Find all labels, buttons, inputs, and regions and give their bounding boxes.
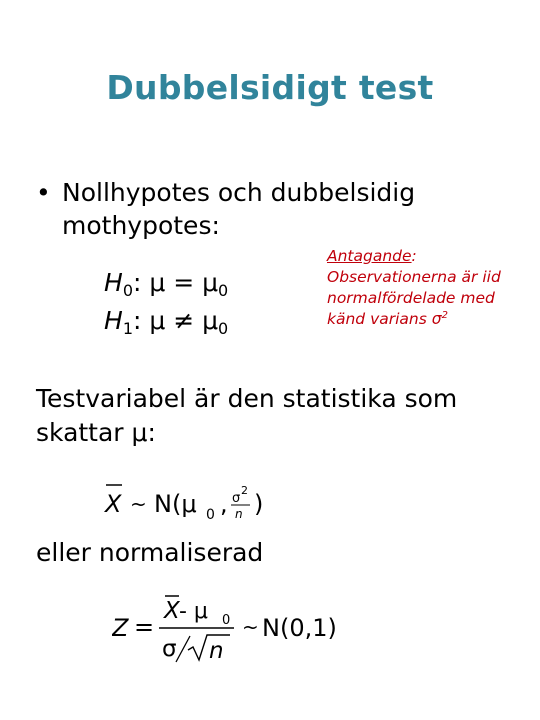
formula-sample-mean (102, 478, 302, 528)
formula2-result: N(0,1) (262, 614, 337, 642)
assumption-body: Observationerna är iid normalfördelade med känd varians σ (327, 268, 501, 328)
paragraph-normalised: eller normaliserad (36, 538, 264, 567)
assumption-note (327, 246, 527, 330)
paragraph-test-statistic: Testvariabel är den statistika som skattar μ: (36, 384, 458, 447)
sigma-squared-den: n (235, 507, 243, 521)
numerator-x: X (164, 598, 180, 624)
h1-rest: : μ ≠ μ (133, 306, 219, 335)
h1-letter: H (104, 306, 123, 335)
h1-sub: 1 (122, 319, 133, 338)
formula2-z: Z (112, 614, 129, 642)
xbar-letter: X (105, 490, 122, 518)
h1-rest-sub: 0 (218, 319, 229, 338)
hypothesis-h1 (104, 306, 228, 336)
formula1-n-open: N(μ (154, 490, 197, 518)
page-title: Dubbelsidigt test (106, 68, 434, 107)
denominator-sigma: σ (162, 636, 177, 662)
sigma-squared-num: σ (232, 491, 241, 506)
denominator-n: n (209, 638, 224, 664)
h0-letter: H (104, 268, 123, 297)
sigma-squared-sup: 2 (241, 484, 248, 497)
numerator-minus-mu: - μ (179, 599, 208, 624)
numerator-mu-sub: 0 (222, 613, 231, 628)
h0-sub: 0 (122, 281, 133, 300)
hypothesis-h0 (104, 268, 228, 298)
assumption-heading: Antagande (327, 247, 412, 265)
formula1-close: ) (254, 490, 264, 518)
bullet-text: Nollhypotes och dubbelsidig mothypotes: (62, 178, 416, 240)
formula-standardised (112, 590, 352, 670)
formula2-tilde: ~ (242, 615, 259, 639)
assumption-body-sup: 2 (441, 310, 448, 321)
formula1-comma: , (220, 490, 228, 518)
assumption-colon: : (411, 247, 417, 265)
formula2-equals: = (134, 613, 155, 641)
bullet-dot: • (36, 178, 51, 207)
formula1-tilde: ~ (130, 492, 147, 516)
denominator-slash (176, 636, 190, 662)
formula1-mu-sub: 0 (206, 507, 215, 523)
h0-rest: : μ = μ (133, 268, 219, 297)
h0-rest-sub: 0 (218, 281, 229, 300)
